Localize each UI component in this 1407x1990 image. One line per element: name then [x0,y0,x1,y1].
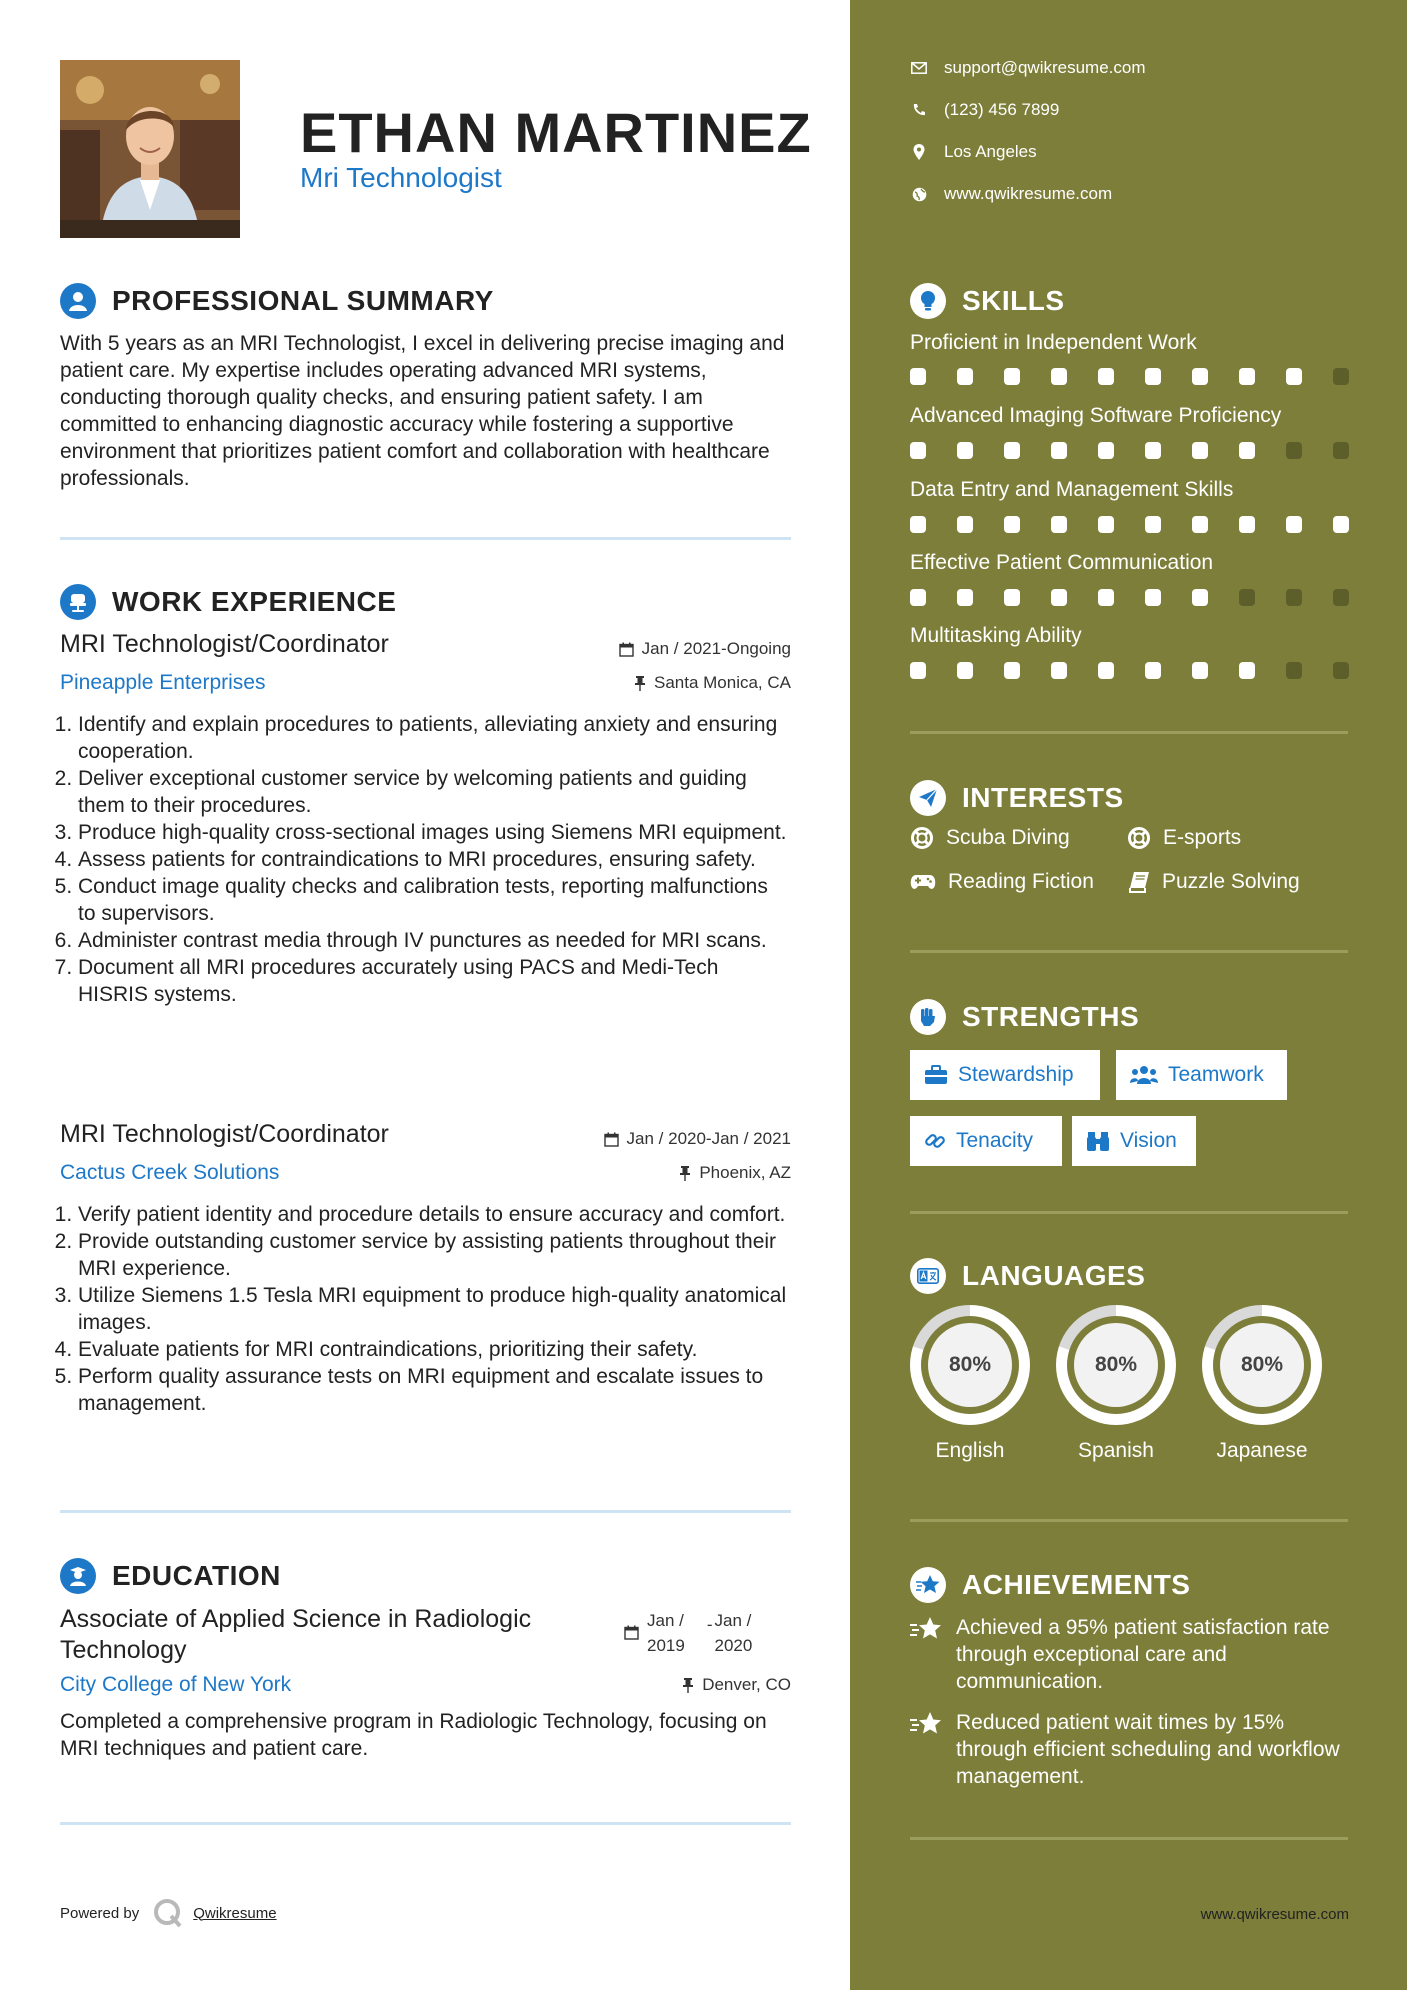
skill-dot-filled [1051,589,1067,606]
lifebuoy-icon [1127,826,1151,850]
skill-rating [910,589,1380,606]
school-name: City College of New York [60,1673,292,1696]
candidate-name: ETHAN MARTINEZ [300,101,812,164]
skill-dot-filled [1145,589,1161,606]
gamepad-icon [910,873,936,891]
binoculars-icon [1086,1130,1110,1152]
job-dates-text: Jan / 2020-Jan / 2021 [626,1129,791,1148]
pin-icon [634,676,646,691]
contact-website[interactable] [910,184,1112,204]
profile-photo [60,60,240,238]
divider [910,731,1348,734]
skill-dot-filled [910,368,926,385]
list-item: 4. Assess patients for contraindications to MRI procedures, ensuring safety. [78,846,790,873]
skill-dot-filled [1051,516,1067,533]
star-icon [910,1567,946,1603]
interests-heading [910,780,1124,816]
skill-rating [910,516,1380,533]
company-name: Pineapple Enterprises [60,671,266,694]
achievement-item [910,1709,1340,1790]
language-item [910,1305,1030,1463]
skill-dot-empty [1239,589,1255,606]
education-location-text: Denver, CO [702,1675,791,1694]
link-icon [924,1130,946,1152]
skill-rating [910,662,1380,679]
education-start [647,1608,685,1658]
phone-icon [910,103,928,117]
education-dates [624,1608,752,1658]
contact-website-text: www.qwikresume.com [944,184,1113,203]
book-icon [1128,871,1150,893]
list-item: 5. Conduct image quality checks and calibration tests, reporting malfunctions to supervisors. [78,873,790,927]
skill-dot-filled [1239,662,1255,679]
interest-label: Puzzle Solving [1162,870,1300,893]
calendar-icon [619,642,634,657]
job-location [679,1163,791,1183]
job-title: MRI Technologist/Coordinator [60,1120,389,1148]
education-heading-label: EDUCATION [112,1560,281,1591]
skill-dot-filled [1192,442,1208,459]
achievements-heading-label: ACHIEVEMENTS [962,1569,1191,1600]
interest-label: Reading Fiction [948,870,1094,893]
job-bullets [60,711,790,1008]
list-item: 1. Identify and explain procedures to patients, alleviating anxiety and ensuring cooperation. [78,711,790,765]
list-item: 7. Document all MRI procedures accurately using PACS and Medi-Tech HISRIS systems. [78,954,790,1008]
strength-label: Stewardship [958,1063,1074,1086]
skill-dot-filled [1098,368,1114,385]
skill-dot-filled [1004,368,1020,385]
education-heading [60,1558,281,1594]
list-item: 6. Administer contrast media through IV punctures as needed for MRI scans. [78,927,790,954]
achievement-text: Reduced patient wait times by 15% through efficient scheduling and workflow management. [956,1711,1340,1788]
language-level: 80% [1220,1323,1304,1407]
skills-heading-label: SKILLS [962,285,1065,316]
job-dates [619,639,791,659]
strength-badge [1072,1116,1196,1166]
envelope-icon [910,62,928,74]
job-dates-text: Jan / 2021-Ongoing [641,639,791,658]
date-year: 2020 [714,1636,753,1655]
contact-location [910,142,1037,162]
divider [60,1510,791,1513]
summary-heading [60,283,494,319]
skill-rating [910,368,1380,385]
divider [910,950,1348,953]
interests-heading-label: INTERESTS [962,782,1124,813]
skill-dot-filled [1239,368,1255,385]
skill-dot-filled [1145,368,1161,385]
date-year: 2019 [647,1636,685,1655]
skill-dot-filled [1192,589,1208,606]
skill-name: Data Entry and Management Skills [910,478,1234,501]
skill-name: Effective Patient Communication [910,551,1214,574]
user-icon [60,283,96,319]
star-icon [910,1709,946,1790]
paper-plane-icon [910,780,946,816]
contact-email-text: support@qwikresume.com [944,58,1146,77]
strengths-heading [910,999,1139,1035]
skill-dot-filled [1145,662,1161,679]
skill-dot-filled [910,662,926,679]
language-item [1056,1305,1176,1463]
pin-icon [679,1166,691,1181]
skill-dot-filled [1098,589,1114,606]
skill-rating [910,442,1380,459]
summary-text: With 5 years as an MRI Technologist, I excel in delivering precise imaging and patient care. My expertise includes operating advanced MRI systems, conducting thorough quality checks, and ensuring patient safety. I am committed to enhancing diagnostic accuracy while fostering a supportive environment that prioritizes patient comfort and collaboration with healthcare professionals. [60,332,785,490]
fist-icon [910,999,946,1035]
skill-dot-filled [1239,442,1255,459]
skill-dot-filled [957,662,973,679]
list-item: 3. Utilize Siemens 1.5 Tesla MRI equipment to produce high-quality anatomical images. [78,1282,790,1336]
achievement-text: Achieved a 95% patient satisfaction rate through exceptional care and communication. [956,1616,1330,1693]
calendar-icon [624,1608,639,1658]
date-separator: - [706,1615,713,1634]
language-name: English [935,1439,1005,1462]
skill-dot-filled [957,368,973,385]
skill-dot-filled [1004,516,1020,533]
skill-dot-filled [1051,368,1067,385]
pin-icon [682,1678,694,1693]
candidate-title: Mri Technologist [300,162,502,193]
skill-dot-filled [1286,516,1302,533]
map-pin-icon [910,144,928,160]
skill-dot-filled [1051,662,1067,679]
interest-item [1127,826,1241,850]
strength-label: Vision [1120,1129,1177,1152]
skill-dot-empty [1333,368,1349,385]
skill-dot-empty [1333,662,1349,679]
company-name: Cactus Creek Solutions [60,1161,280,1184]
skill-dot-filled [957,589,973,606]
skill-dot-empty [1286,442,1302,459]
job-location-text: Santa Monica, CA [653,673,791,692]
strength-badge [910,1050,1100,1100]
languages-heading-label: LANGUAGES [962,1260,1146,1291]
briefcase-icon [924,1065,948,1085]
skill-name: Advanced Imaging Software Proficiency [910,404,1282,427]
strength-badge [910,1116,1062,1166]
skill-dot-filled [1192,368,1208,385]
list-item: 5. Perform quality assurance tests on MRI equipment and escalate issues to management. [78,1363,790,1417]
contact-location-text: Los Angeles [944,142,1037,161]
contact-phone[interactable] [910,100,1059,120]
education-end [715,1608,753,1658]
skill-dot-filled [1098,442,1114,459]
list-item: 4. Evaluate patients for MRI contraindications, prioritizing their safety. [78,1336,790,1363]
briefcase-chair-icon [60,584,96,620]
list-item: 1. Verify patient identity and procedure details to ensure accuracy and comfort. [78,1201,790,1228]
job-dates [604,1129,791,1149]
skill-dot-filled [910,442,926,459]
footer-website[interactable]: www.qwikresume.com [1200,1906,1349,1923]
divider [60,1822,791,1825]
calendar-icon [604,1132,619,1147]
interest-label: E-sports [1163,826,1242,849]
contact-phone-text: (123) 456 7899 [944,100,1060,119]
qwikresume-logo-icon [153,1898,183,1928]
graduate-icon [60,1558,96,1594]
users-icon [1130,1065,1158,1085]
language-name: Japanese [1216,1439,1308,1462]
strength-label: Teamwork [1168,1063,1264,1086]
star-icon [910,1614,946,1695]
divider [910,1837,1348,1840]
skill-dot-empty [1286,662,1302,679]
strength-label: Tenacity [956,1129,1034,1152]
interest-item [910,870,1094,894]
skill-dot-empty [1286,589,1302,606]
skill-dot-filled [1239,516,1255,533]
interest-item [910,826,1070,850]
skill-dot-filled [1004,589,1020,606]
achievement-item [910,1614,1340,1695]
lifebuoy-icon [910,826,934,850]
skill-dot-filled [1098,516,1114,533]
skill-dot-filled [1192,662,1208,679]
skill-dot-filled [1145,516,1161,533]
divider [910,1211,1348,1214]
list-item: 3. Produce high-quality cross-sectional images using Siemens MRI equipment. [78,819,790,846]
education-location [682,1675,791,1695]
strengths-heading-label: STRENGTHS [962,1001,1140,1032]
language-name: Spanish [1078,1439,1154,1462]
language-ring [1202,1305,1322,1425]
skill-name: Multitasking Ability [910,624,1082,647]
degree-title [60,1604,531,1666]
skill-dot-filled [1286,368,1302,385]
job-title: MRI Technologist/Coordinator [60,630,389,658]
education-description: Completed a comprehensive program in Radiologic Technology, focusing on MRI techniques and patient care. [60,1710,767,1760]
skill-dot-filled [957,516,973,533]
language-item [1202,1305,1322,1463]
skill-dot-filled [1051,442,1067,459]
language-ring [1056,1305,1176,1425]
powered-by [60,1898,277,1928]
globe-icon [910,187,928,202]
job-bullets [60,1201,790,1417]
language-level: 80% [928,1323,1012,1407]
degree-title-line: Associate of Applied Science in Radiologic [60,1605,532,1633]
contact-email[interactable] [910,58,1146,78]
powered-by-label: Powered by [60,1904,140,1922]
skill-dot-filled [910,589,926,606]
date-month: Jan / [647,1611,684,1630]
skill-dot-filled [1333,516,1349,533]
skill-dot-filled [910,516,926,533]
skill-dot-empty [1333,442,1349,459]
language-level: 80% [1074,1323,1158,1407]
skill-dot-filled [1098,662,1114,679]
list-item: 2. Provide outstanding customer service by assisting patients throughout their MRI experience. [78,1228,790,1282]
skill-name: Proficient in Independent Work [910,331,1197,354]
degree-title-line: Technology [60,1636,187,1664]
skill-dot-filled [1004,442,1020,459]
skill-dot-empty [1333,589,1349,606]
interest-label: Scuba Diving [946,826,1070,849]
skill-dot-filled [1192,516,1208,533]
list-item: 2. Deliver exceptional customer service by welcoming patients and guiding them to their procedures. [78,765,790,819]
achievements-heading [910,1567,1190,1603]
qwikresume-link[interactable]: Qwikresume [193,1904,277,1922]
summary-heading-label: PROFESSIONAL SUMMARY [112,285,494,316]
divider [910,1519,1348,1522]
strength-badge [1116,1050,1287,1100]
experience-heading-label: WORK EXPERIENCE [112,586,397,617]
experience-heading [60,584,396,620]
job-location [634,673,791,693]
skill-dot-filled [1004,662,1020,679]
divider [60,537,791,540]
interest-item [1128,870,1300,894]
date-month: Jan / [714,1611,752,1630]
job-location-text: Phoenix, AZ [699,1163,791,1182]
languages-heading [910,1258,1145,1294]
translate-icon [910,1258,946,1294]
skill-dot-filled [1145,442,1161,459]
language-ring [910,1305,1030,1425]
skill-dot-filled [957,442,973,459]
